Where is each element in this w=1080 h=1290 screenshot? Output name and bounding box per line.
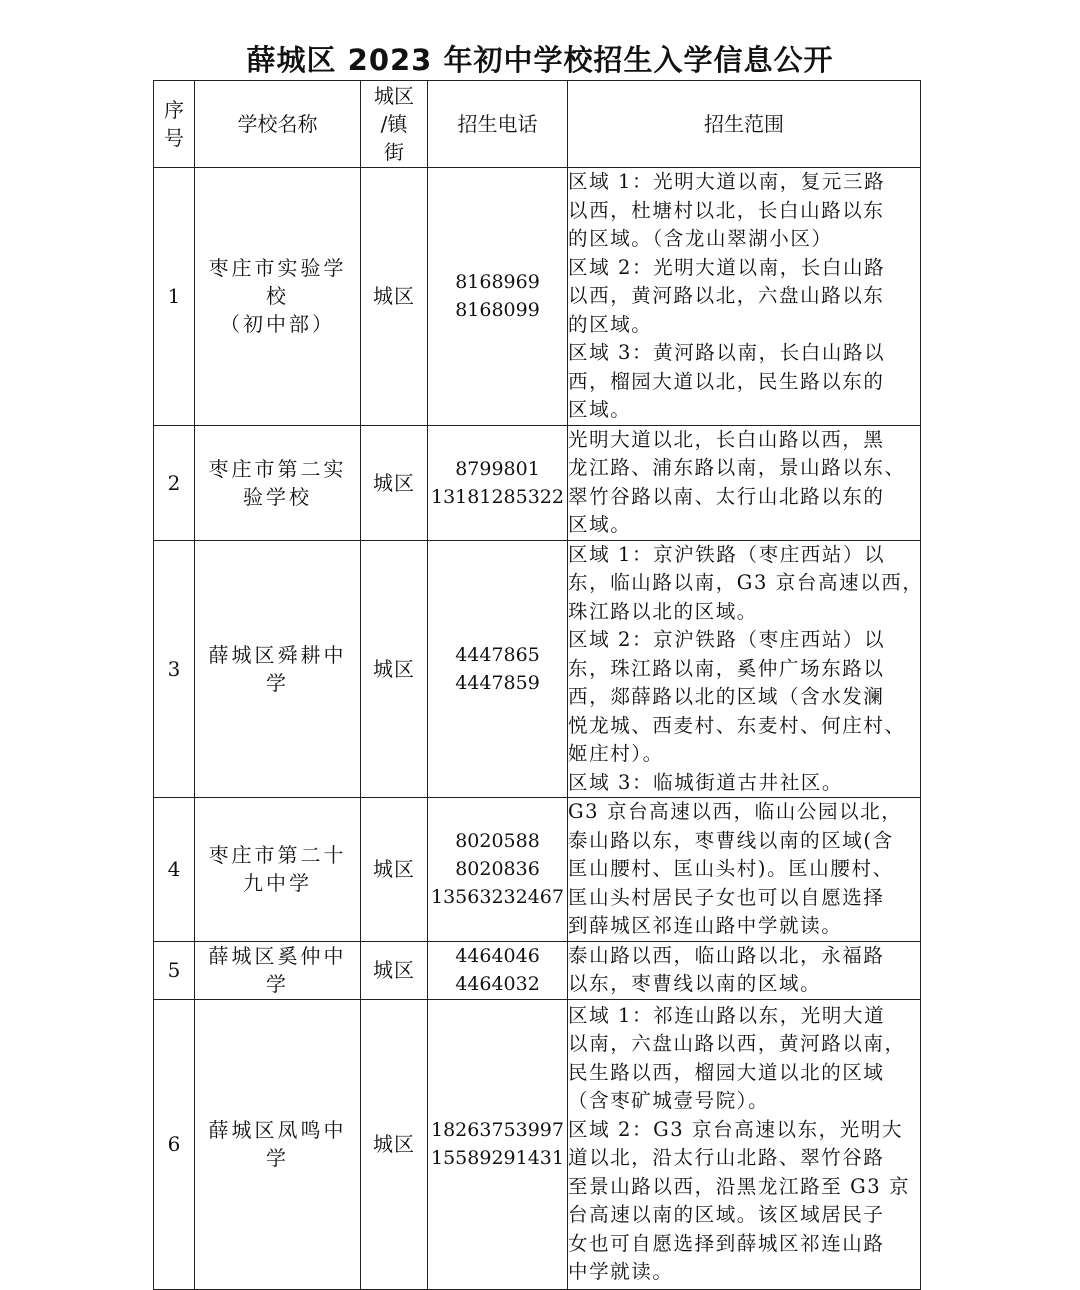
row-phone: 8799801 13181285322 xyxy=(428,425,568,540)
row-school-name: 薛城区奚仲中 学 xyxy=(195,941,361,999)
row-serial-number: 5 xyxy=(154,941,195,999)
row-serial-number: 3 xyxy=(154,540,195,798)
row-enrollment-area: 区域 1：光明大道以南，复元三路 以西，杜塘村以北，长白山路以东 的区域。（含龙山翠湖小区） 区域 2：光明大道以南，长白山路 以西，黄河路以北，六盘山路以东 的区域。 区域 3：黄河路以南，长白山路以 西，榴园大道以北，民生路以东的 区域。 xyxy=(568,168,921,426)
row-school-name: 薛城区舜耕中 学 xyxy=(195,540,361,798)
row-phone: 8168969 8168099 xyxy=(428,168,568,426)
row-enrollment-area: 区域 1：祁连山路以东，光明大道 以南，六盘山路以西，黄河路以南， 民生路以西，榴园大道以北的区域 （含枣矿城壹号院）。 区域 2：G3 京台高速以东，光明大 道以北，沿太行山北路、翠竹谷路 至景山路以西，沿黑龙江路至 G3 京 台高速以南的区域。该区域居民子 女也可自愿选择到薛城区祁连山路 中学就读。 xyxy=(568,999,921,1289)
table-row xyxy=(154,540,921,798)
row-enrollment-area: 区域 1：京沪铁路（枣庄西站）以 东，临山路以南，G3 京台高速以西， 珠江路以北的区域。 区域 2：京沪铁路（枣庄西站）以 东，珠江路以南，奚仲广场东路以 西，郯薛路以北的区域（含水发澜 悦龙城、西麦村、东麦村、何庄村、 姬庄村）。 区域 3：临城街道古井社区。 xyxy=(568,540,921,798)
row-enrollment-area: 泰山路以西，临山路以北，永福路 以东，枣曹线以南的区域。 xyxy=(568,941,921,999)
row-serial-number: 2 xyxy=(154,425,195,540)
row-school-name: 枣庄市第二十 九中学 xyxy=(195,798,361,942)
document-title: 薛城区 2023 年初中学校招生入学信息公开 xyxy=(246,43,834,77)
table-row xyxy=(154,941,921,999)
header-enrollment-area: 招生范围 xyxy=(568,81,921,168)
row-phone: 4464046 4464032 xyxy=(428,941,568,999)
row-phone: 8020588 8020836 13563232467 xyxy=(428,798,568,942)
table-row xyxy=(154,168,921,426)
row-district: 城区 xyxy=(361,999,428,1289)
row-phone: 18263753997 15589291431 xyxy=(428,999,568,1289)
row-district: 城区 xyxy=(361,168,428,426)
header-serial-number: 序 号 xyxy=(154,81,195,168)
table-header-row xyxy=(154,81,921,168)
table-row xyxy=(154,999,921,1289)
row-serial-number: 4 xyxy=(154,798,195,942)
row-phone: 4447865 4447859 xyxy=(428,540,568,798)
row-district: 城区 xyxy=(361,425,428,540)
row-school-name: 枣庄市第二实 验学校 xyxy=(195,425,361,540)
row-serial-number: 6 xyxy=(154,999,195,1289)
row-enrollment-area: G3 京台高速以西，临山公园以北， 泰山路以东，枣曹线以南的区域(含 匡山腰村、匡山头村)。匡山腰村、 匡山头村居民子女也可以自愿选择 到薛城区祁连山路中学就读。 xyxy=(568,798,921,942)
row-enrollment-area: 光明大道以北，长白山路以西，黑 龙江路、浦东路以南，景山路以东、 翠竹谷路以南、太行山北路以东的 区域。 xyxy=(568,425,921,540)
header-phone: 招生电话 xyxy=(428,81,568,168)
row-school-name: 枣庄市实验学 校 （初中部） xyxy=(195,168,361,426)
row-school-name: 薛城区凤鸣中 学 xyxy=(195,999,361,1289)
row-district: 城区 xyxy=(361,941,428,999)
enrollment-table xyxy=(153,80,924,1290)
header-district: 城区 /镇 街 xyxy=(361,81,428,168)
table-row xyxy=(154,425,921,540)
row-serial-number: 1 xyxy=(154,168,195,426)
row-district: 城区 xyxy=(361,540,428,798)
table-row xyxy=(154,798,921,942)
row-district: 城区 xyxy=(361,798,428,942)
header-school-name: 学校名称 xyxy=(195,81,361,168)
